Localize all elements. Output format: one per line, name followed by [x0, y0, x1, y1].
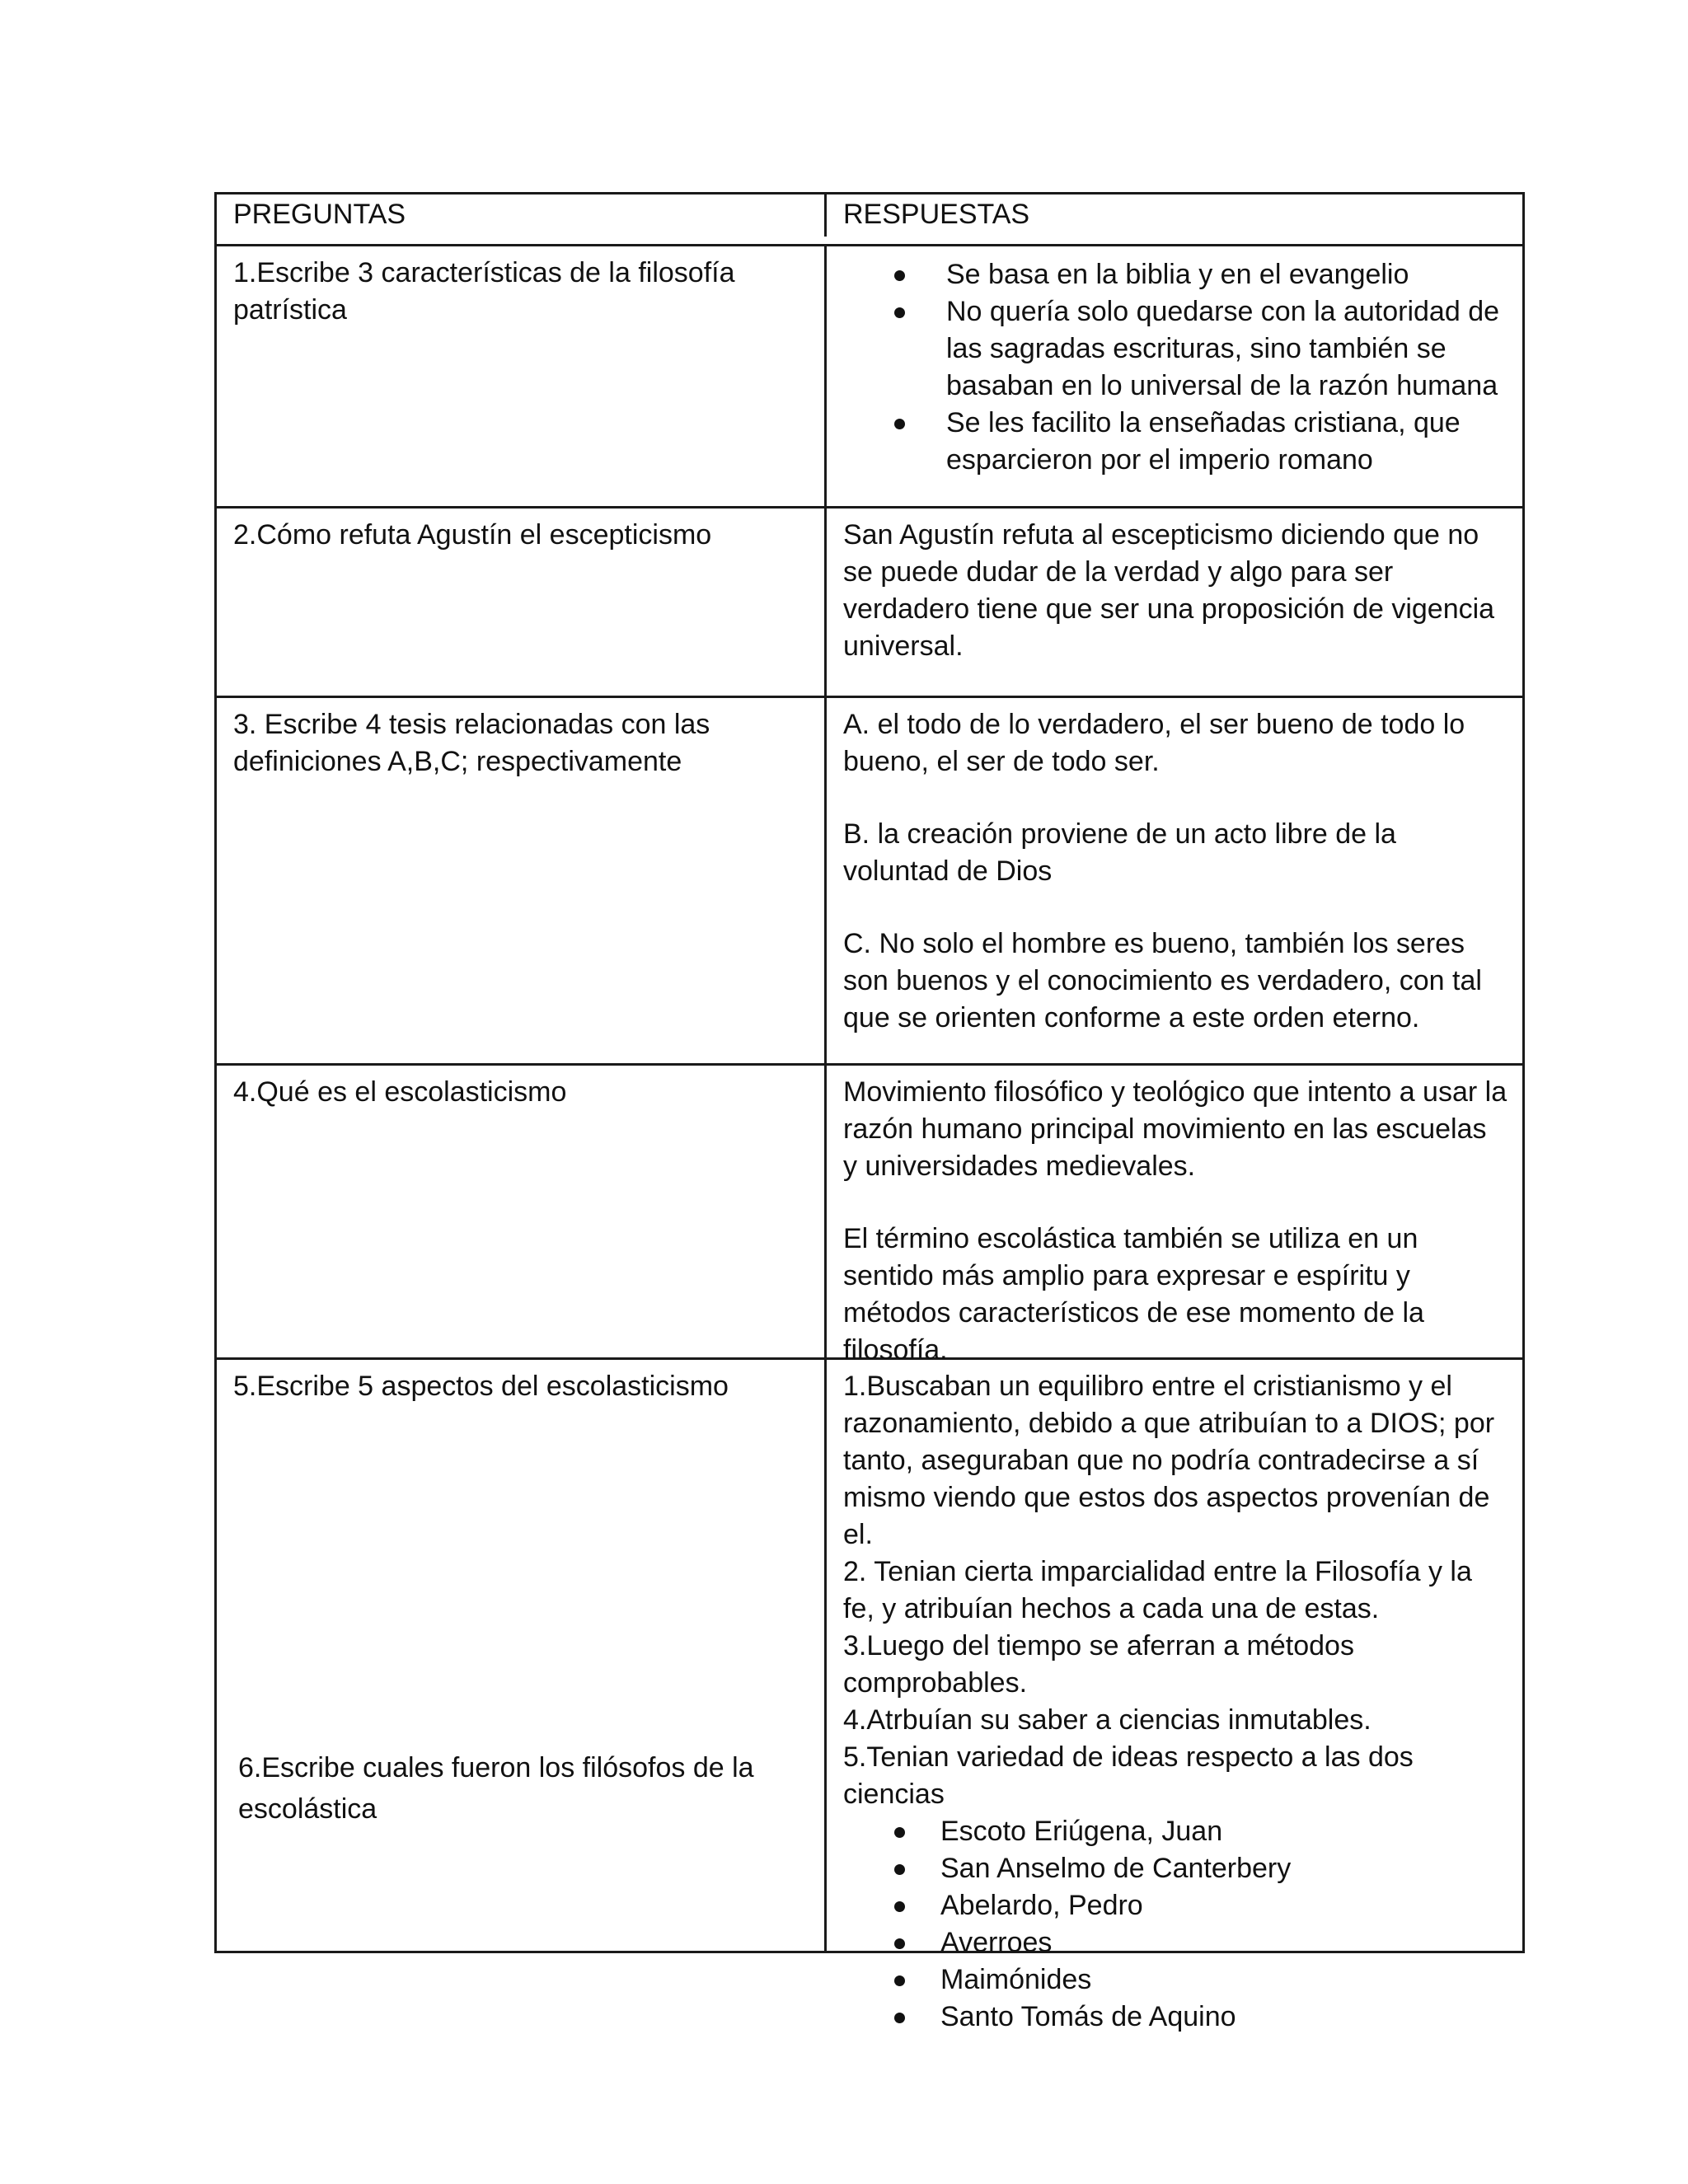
answer-1-list — [843, 255, 1507, 479]
answer-1 — [827, 246, 1522, 506]
question-3: 3. Escribe 4 tesis relacionadas con las definiciones A,B,C; respectivamente — [217, 698, 827, 1063]
question-1: 1.Escribe 3 características de la filosofía patrística — [217, 246, 827, 506]
table-row — [217, 506, 1522, 696]
bullet-icon — [894, 1864, 905, 1875]
answer-4-paragraph-2: El término escolástica también se utiliza en un sentido más amplio para expresar e espíritu y métodos característicos de ese momento de la filosofía. — [843, 1223, 1424, 1366]
philosophers-list — [843, 1813, 1507, 2036]
bullet-icon — [894, 270, 905, 281]
answer-2: San Agustín refuta al escepticismo diciendo que no se puede dudar de la verdad y algo para ser verdadero tiene que ser una proposición de vigencia universal. — [843, 519, 1495, 662]
list-item: No quería solo quedarse con la autoridad de las sagradas escrituras, sino también se basaban en lo universal de la razón humana — [843, 293, 1507, 405]
question-2: 2.Cómo refuta Agustín el escepticismo — [217, 509, 827, 696]
answer-3 — [827, 698, 1522, 1063]
question-5: 5.Escribe 5 aspectos del escolasticismo — [233, 1371, 729, 1402]
list-item: Abelardo, Pedro — [843, 1887, 1507, 1924]
table-row — [217, 1063, 1522, 1366]
answer-5 — [827, 1360, 1522, 2032]
header-questions: PREGUNTAS — [217, 194, 827, 237]
list-item: Se basa en la biblia y en el evangelio — [843, 256, 1507, 293]
table-row — [217, 244, 1522, 506]
header-answers: RESPUESTAS — [843, 199, 1030, 230]
bullet-icon — [894, 1975, 905, 1986]
list-item: Se les facilito la enseñadas cristiana, que esparcieron por el imperio romano — [843, 405, 1507, 479]
list-item: Averroes — [843, 1924, 1507, 1961]
answer-3-paragraph-c: C. No solo el hombre es bueno, también los seres son buenos y el conocimiento es verdadero, con tal que se orienten conforme a este orden eterno. — [843, 928, 1482, 1033]
bullet-icon — [894, 1901, 905, 1912]
table-row — [217, 696, 1522, 1063]
list-item: Escoto Eriúgena, Juan — [843, 1813, 1507, 1850]
aspect-line-3: 3.Luego del tiempo se aferran a métodos comprobables. — [843, 1630, 1354, 1699]
table-row — [217, 1357, 1522, 2032]
aspect-line-2: 2. Tenian cierta imparcialidad entre la Filosofía y la fe, y atribuían hechos a cada una de estas. — [843, 1556, 1472, 1624]
aspect-line-1: 1.Buscaban un equilibro entre el cristianismo y el razonamiento, debido a que atribuían to a DIOS; por tanto, aseguraban que no podría contradecirse a sí mismo viendo que estos dos aspectos provenían de el. — [843, 1371, 1495, 1550]
bullet-icon — [894, 1827, 905, 1838]
question-5-cell — [217, 1360, 827, 1951]
answer-4 — [827, 1066, 1522, 1366]
bullet-icon — [894, 1938, 905, 1949]
list-item: Santo Tomás de Aquino — [843, 1999, 1507, 2036]
answer-4-paragraph-1: Movimiento filosófico y teológico que intento a usar la razón humano principal movimiento en las escuelas y universidades medievales. — [843, 1076, 1507, 1182]
answer-3-paragraph-a: A. el todo de lo verdadero, el ser bueno de todo lo bueno, el ser de todo ser. — [843, 709, 1465, 777]
question-4: 4.Qué es el escolasticismo — [217, 1066, 827, 1357]
answer-3-paragraph-b: B. la creación proviene de un acto libre de la voluntad de Dios — [843, 818, 1396, 887]
bullet-icon — [894, 419, 905, 429]
aspect-line-5: 5.Tenian variedad de ideas respecto a las dos ciencias — [843, 1741, 1414, 1810]
bullet-icon — [894, 2013, 905, 2023]
list-item: San Anselmo de Canterbery — [843, 1850, 1507, 1887]
table-header-row — [217, 194, 1522, 237]
bullet-icon — [894, 307, 905, 318]
questions-answers-table — [214, 192, 1525, 2032]
list-item: Maimónides — [843, 1961, 1507, 1999]
aspect-line-4: 4.Atrbuían su saber a ciencias inmutables. — [843, 1704, 1372, 1736]
question-6: 6.Escribe cuales fueron los filósofos de la escolástica — [238, 1752, 754, 1825]
